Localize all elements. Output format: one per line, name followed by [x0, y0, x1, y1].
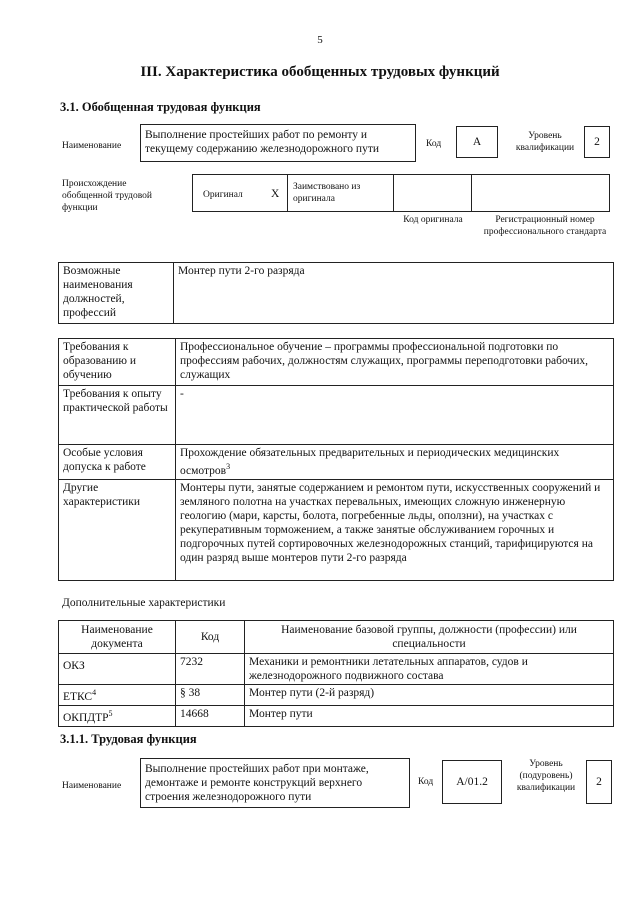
name-cell: Монтер пути: [245, 705, 614, 726]
page-number: 5: [317, 34, 323, 46]
table-row: [59, 685, 614, 706]
doc-name: ОКПДТР: [63, 711, 109, 724]
gtf-level-label: Уровень квалификации: [515, 131, 575, 153]
table-row: [59, 479, 614, 580]
gtf-code-label: Код: [426, 139, 442, 149]
reg-caption: Регистрационный номер профессионального стандарта: [483, 215, 607, 237]
req-label: Особые условия допуска к работе: [59, 445, 176, 480]
original-mark: X: [271, 188, 280, 200]
tf-code-label: Код: [418, 777, 434, 787]
doc-name: ОКЗ: [63, 659, 85, 672]
gtf-name-value: Выполнение простейших работ по ремонту и текущему содержанию железнодорожного пути: [140, 124, 416, 162]
positions-value: Монтер пути 2-го разряда: [174, 263, 614, 324]
code-cell: § 38: [176, 685, 245, 706]
tf-level-value: 2: [586, 760, 612, 804]
tf-code-value: А/01.2: [442, 760, 502, 804]
orig-code-caption: Код оригинала: [403, 215, 463, 225]
origin-divider-3: [471, 175, 472, 211]
req-value-text: Прохождение обязательных предварительных и периодических медицинских осмотров: [180, 447, 560, 477]
col-header-code: Код: [176, 621, 245, 654]
table-row: [59, 445, 614, 480]
req-value: -: [176, 386, 614, 445]
table-header-row: [59, 621, 614, 654]
tf-level-label: Уровень (подуровень) квалификации: [516, 759, 576, 793]
footnote-mark: 4: [92, 688, 97, 697]
table-row: [59, 705, 614, 726]
tf-heading: 3.1.1. Трудовая функция: [60, 732, 197, 746]
col-header-doc: Наименование документа: [59, 621, 176, 654]
origin-divider-2: [393, 175, 394, 211]
table-row: [59, 386, 614, 445]
name-cell: Механики и ремонтники летательных аппаратов, судов и железнодорожного подвижного состава: [245, 654, 614, 685]
code-cell: 14668: [176, 705, 245, 726]
gtf-level-value: 2: [584, 126, 610, 158]
footnote-mark: 3: [226, 462, 231, 471]
doc-name: ЕТКС: [63, 690, 93, 703]
req-value: [176, 445, 614, 480]
footnote-mark: 5: [108, 708, 113, 718]
positions-table: [58, 262, 614, 324]
positions-label: Возможные наименования должностей, профессий: [59, 263, 174, 324]
req-label: Требования к образованию и обучению: [59, 339, 176, 386]
section-title: III. Характеристика обобщенных трудовых функций: [140, 64, 500, 80]
additional-title: Дополнительные характеристики: [62, 597, 226, 609]
tf-name-value: Выполнение простейших работ при монтаже, демонтаже и ремонте конструкций верхнего строения железнодорожного пути: [140, 758, 410, 808]
table-row: [59, 339, 614, 386]
origin-label: Происхождение обобщенной трудовой функции: [62, 179, 152, 213]
code-cell: 7232: [176, 654, 245, 685]
name-cell: Монтер пути (2-й разряд): [245, 685, 614, 706]
borrowed-label: Заимствовано из оригинала: [293, 182, 361, 204]
additional-table: [58, 620, 614, 727]
doc-cell: [59, 654, 176, 685]
requirements-table: [58, 338, 614, 581]
gtf-heading: 3.1. Обобщенная трудовая функция: [60, 100, 261, 114]
table-row: [59, 654, 614, 685]
req-label: Другие характеристики: [59, 479, 176, 580]
req-label: Требования к опыту практической работы: [59, 386, 176, 445]
tf-name-label: Наименование: [62, 781, 122, 791]
gtf-code-value: А: [456, 126, 498, 158]
origin-box: [192, 174, 610, 212]
gtf-name-label: Наименование: [62, 141, 122, 151]
doc-cell: [59, 705, 176, 726]
original-label: Оригинал: [203, 190, 243, 200]
req-value: Профессиональное обучение – программы профессиональной подготовки по профессиям рабочих, должностям служащих, программы переподготовки рабочих, служащих: [176, 339, 614, 386]
req-value: Монтеры пути, занятые содержанием и ремонтом пути, искусственных сооружений и земляного полотна на участках перевальных, имеющих сложную инженерную геологию (мари, карсты, болота, погребенные льды, оползни), на участках с рекуперативным торможением, а также занятые обслуживанием горочных и подгорочных путей сортировочных железнодорожных станций, тарифицируются на один разряд выше монтеров пути 2-го разряда: [176, 479, 614, 580]
doc-cell: [59, 685, 176, 706]
origin-divider-1: [287, 175, 288, 211]
col-header-name: Наименование базовой группы, должности (профессии) или специальности: [245, 621, 614, 654]
